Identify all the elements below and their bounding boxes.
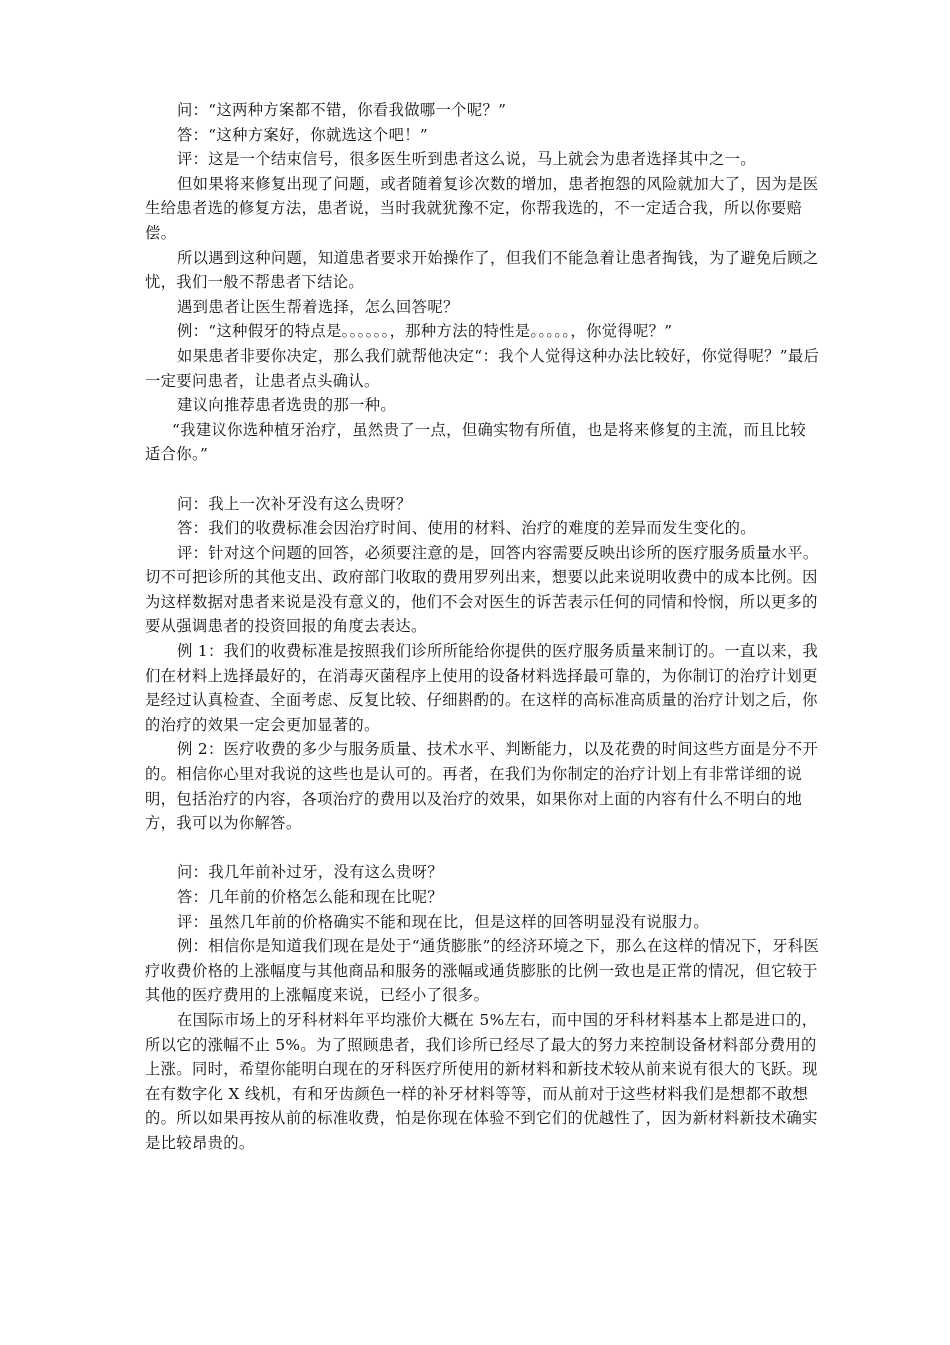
paragraph: 但如果将来修复出现了问题，或者随着复诊次数的增加，患者抱怨的风险就加大了，因为是医生给患者选的修复方法，患者说，当时我就犹豫不定，你帮我选的，不一定适合我，所以你要赔偿。: [145, 174, 819, 242]
paragraph: 如果患者非要你决定，那么我们就帮他决定“：我个人觉得这种办法比较好，你觉得呢？”最后一定要问患者，让患者点头确认。: [145, 346, 820, 390]
paragraph: 答：几年前的价格怎么能和现在比呢？: [177, 888, 443, 906]
paragraph: 建议向推荐患者选贵的那一种。: [177, 396, 397, 415]
paragraph: 所以遇到这种问题，知道患者要求开始操作了，但我们不能急着让患者掏钱，为了避免后顾之忧，我们一般不帮患者下结论。: [145, 248, 819, 292]
paragraph: 例 1：我们的收费标准是按照我们诊所所能给你提供的医疗服务质量来制订的。一直以来，我们在材料上选择最好的，在消毒灭菌程序上使用的设备材料选择最可靠的，为你制订的治疗计划更是经过认真检查、全面考虑、反复比较、仔细斟酌的。在这样的高标准高质量的治疗计划之后，你的治疗的效果一定会更加显著的。: [145, 642, 819, 734]
document-body: [145, 98, 820, 1156]
paragraph: 问：我几年前补过牙，没有这么贵呀？: [177, 863, 443, 882]
paragraph: 问：我上一次补牙没有这么贵呀？: [177, 494, 412, 513]
paragraph: 评：这是一个结束信号，很多医生听到患者这么说，马上就会为患者选择其中之一。: [177, 150, 756, 169]
paragraph: 遇到患者让医生帮着选择，怎么回答呢？: [177, 297, 459, 316]
paragraph: 例 2：医疗收费的多少与服务质量、技术水平、判断能力，以及花费的时间这些方面是分不开的。相信你心里对我说的这些也是认可的。再者，在我们为你制定的治疗计划上有非常详细的说明，包括治疗的内容，各项治疗的费用以及治疗的效果，如果你对上面的内容有什么不明白的地方，我可以为你解答。: [145, 740, 819, 833]
paragraph: 在国际市场上的牙科材料年平均涨价大概在 5%左右，而中国的牙科材料基本上都是进口的，所以它的涨幅不止 5%。为了照顾患者，我们诊所已经尽了最大的努力来控制设备材料部分费用的上涨。同时，希望你能明白现在的牙科医疗所使用的新材料和新技术较从前来说有很大的飞跃。现在有数字化 X 线机，有和牙齿颜色一样的补牙材料等等，而从前对于这些材料我们是想都不敢想的。所以如果再按从前的标准收费，怕是你现在体验不到它们的优越性了，因为新材料新技术确实是比较昂贵的。: [145, 1010, 818, 1152]
paragraph: 例：“这种假牙的特点是。。。。。。，那种方法的特性是。。。。。，你觉得呢？”: [177, 322, 673, 341]
paragraph-spacer: [145, 836, 820, 861]
paragraph: 答：我们的收费标准会因治疗时间、使用的材料、治疗的难度的差异而发生变化的。: [177, 519, 756, 538]
paragraph: 评：针对这个问题的回答，必须要注意的是，回答内容需要反映出诊所的医疗服务质量水平。切不可把诊所的其他支出、政府部门收取的费用罗列出来，想要以此来说明收费中的成本比例。因为这样数据对患者来说是没有意义的，他们不会对医生的诉苦表示任何的同情和怜悯，所以更多的要从强调患者的投资回报的角度去表达。: [145, 543, 819, 636]
paragraph: 问：“这两种方案都不错，你看我做哪一个呢？”: [177, 101, 507, 119]
paragraph: 例：相信你是知道我们现在是处于“通货膨胀”的经济环境之下，那么在这样的情况下，牙科医疗收费价格的上涨幅度与其他商品和服务的涨幅或通货膨胀的比例一致也是正常的情况，但它较于其他的医疗费用的上涨幅度来说，已经小了很多。: [145, 937, 820, 1005]
paragraph: 答：“这种方案好，你就选这个吧！”: [177, 125, 429, 144]
paragraph: 评：虽然几年前的价格确实不能和现在比，但是这样的回答明显没有说服力。: [177, 912, 709, 931]
paragraph: “我建议你选种植牙治疗，虽然贵了一点，但确实物有所值，也是将来修复的主流，而且比较适合你。”: [145, 420, 807, 464]
paragraph-spacer: [145, 467, 820, 492]
